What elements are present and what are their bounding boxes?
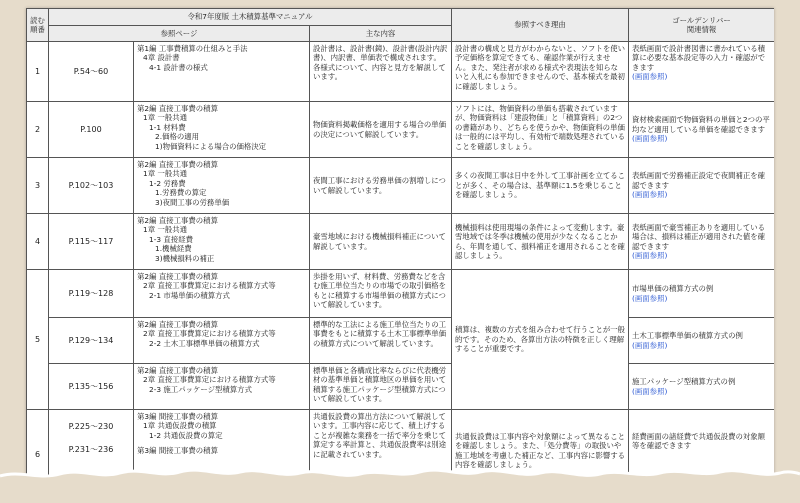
order-number: 4	[27, 214, 49, 270]
header-golden-river: ゴールデンリバー 関連情報	[629, 9, 774, 42]
table-row	[27, 158, 775, 214]
header-manual-title: 令和7年度版 土木積算基準マニュアル	[49, 9, 452, 26]
topic-cell: 第2編 直接工事費の積算 2章 直接工事費算定における積算方式等 2-3 施工パッケージ型積算方式	[134, 364, 310, 410]
screen-ref-link[interactable]: (画面参照)	[632, 386, 668, 396]
topic-cell: 第2編 直接工事費の積算 1章 一般共通 1-2 労務費 1.労務費の算定 3)夜間工事の労務単価	[134, 158, 310, 214]
header-order: 読む 順番	[27, 9, 49, 42]
content-cell: 歩掛を用いず、材料費、労務費などを含む施工単位当たりの市場での取引価格をもとに積算する市場単価の積算方式について解説しています。	[310, 270, 452, 318]
ref-page: P.100	[49, 102, 134, 158]
ref-page: P.115～117	[49, 214, 134, 270]
gr-cell: 表紙画面で豪雪補正ありを適用している場合は、損料は補正が適用された値を確認できます (画面参照)	[629, 214, 774, 270]
order-number: 2	[27, 102, 49, 158]
table-row	[27, 318, 775, 364]
torn-paper-edge	[0, 466, 800, 503]
table-row	[27, 102, 775, 158]
gr-cell: 施工パッケージ型積算方式の例 (画面参照)	[629, 364, 774, 410]
content-cell: 夜間工事における労務単価の割増しについて解説しています。	[310, 158, 452, 214]
table-row	[27, 214, 775, 270]
topic-cell: 第2編 直接工事費の積算 1章 一般共通 1-1 材料費 2.価格の適用 1)物価資料による場合の価格決定	[134, 102, 310, 158]
table-row	[27, 270, 775, 318]
gr-cell: 土木工事標準単価の積算方式の例 (画面参照)	[629, 318, 774, 364]
table-row	[27, 42, 775, 102]
topic-cell: 第2編 直接工事費の積算 1章 一般共通 1-3 直接経費 1.機械経費 3)機械損料の補正	[134, 214, 310, 270]
gr-cell: 表紙画面で設計書図書に書かれている積算に必要な基本設定等の入力・確認ができます (画面参照)	[629, 42, 774, 102]
ref-page: P.225～230 P.231～236	[49, 410, 134, 500]
gr-cell: 資材検索画面で物価資料の単価と2つの平均など適用している単価を確認できます (画面参照)	[629, 102, 774, 158]
header-reason: 参照すべき理由	[452, 9, 629, 42]
topic-cell: 第1編 工事費積算の仕組みと手法 4章 設計書 4-1 設計書の様式	[134, 42, 310, 102]
ref-page: P.54～60	[49, 42, 134, 102]
content-cell: 共通仮設費の算出方法について解説しています。工事内容に応じて、積上げすることが複雑な業務を一括で率分を乗じて算定する率計算と、共通仮設費率は別途に記載されています。	[310, 410, 452, 500]
order-number: 5	[27, 270, 49, 410]
ref-page: P.129～134	[49, 318, 134, 364]
header-ref-page: 参照ページ	[49, 26, 310, 42]
topic-cell: 第2編 直接工事費の積算 2章 直接工事費算定における積算方式等 2-2 土木工事標準単価の積算方式	[134, 318, 310, 364]
content-cell: 豪雪地域における機械損料補正について解説しています。	[310, 214, 452, 270]
ref-page: P.119～128	[49, 270, 134, 318]
reason-cell: 共通仮設費は工事内容や対象額によって異なることを確認しましょう。また、「処分費等」の取扱いや施工地域を考慮した補正など、工事内容に影響する内容を確認しましょう。	[452, 410, 629, 500]
content-cell: 物価資料掲載価格を適用する場合の単価の決定について解説しています。	[310, 102, 452, 158]
content-cell: 設計書は、設計書(鏡)、設計書(設計内訳書)、内訳書、単価表で構成されます。各様式について、内容と見方を解説しています。	[310, 42, 452, 102]
reason-cell: ソフトには、物価資料の単価も搭載されていますが、物価資料は「建設物価」と「積算資料」の2つの書籍があり、どちらを使うかや、物価資料の単価は一般的には平均し、有効桁で端数処理されていることを確認しましょう。	[452, 102, 629, 158]
reason-cell: 積算は、複数の方式を組み合わせて行うことが一般的です。そのため、各算出方法の特徴を正しく理解することが重要です。	[452, 270, 629, 410]
manual-reference-sheet	[26, 8, 774, 503]
topic-cell: 第3編 間接工事費の積算 1章 共通仮設費の積算 1-2 共通仮設費の算定 第3編 間接工事費の積算	[134, 410, 310, 500]
screen-ref-link[interactable]: (画面参照)	[632, 250, 668, 260]
content-cell: 標準的な工法による施工単位当たりの工事費をもとに積算する土木工事標準単価の積算方式について解説しています。	[310, 318, 452, 364]
reason-cell: 設計書の構成と見方がわからないと、ソフトを使い予定価格を算定できても、確認作業が行えません。また、発注者が求める様式や表現法を知らないと入札にも参加できませんので、基本様式を最初に確認しましょう。	[452, 42, 629, 102]
screen-ref-link[interactable]: (画面参照)	[632, 190, 668, 200]
reason-cell: 機械損料は使用現場の条件によって変動します。豪雪地域では冬季は機械の使用が少なくなることから、年間を通して、損料補正を適用されることを確認しましょう。	[452, 214, 629, 270]
order-number: 3	[27, 158, 49, 214]
topic-cell: 第2編 直接工事費の積算 2章 直接工事費算定における積算方式等 2-1 市場単価の積算方式	[134, 270, 310, 318]
reason-cell: 多くの夜間工事は日中を外して工事計画を立てることが多く、その場合は、基準額に1.5を乗じることを確認しましょう。	[452, 158, 629, 214]
gr-cell: 市場単価の積算方式の例 (画面参照)	[629, 270, 774, 318]
ref-page: P.135～156	[49, 364, 134, 410]
ref-page: P.102～103	[49, 158, 134, 214]
header-content: 主な内容	[310, 26, 452, 42]
order-number: 1	[27, 42, 49, 102]
order-number: 6	[27, 410, 49, 500]
screen-ref-link[interactable]: (画面参照)	[632, 340, 668, 350]
gr-cell: 経費画面の諸経費で共通仮設費の対象額等を確認できます	[629, 410, 774, 500]
screen-ref-link[interactable]: (画面参照)	[632, 72, 668, 82]
content-cell: 標準単価と各構成比率ならびに代表機労材の基準単価と積算地区の単価を用いて積算する施工パッケージ型積算方式について解説しています。	[310, 364, 452, 410]
screen-ref-link[interactable]: (画面参照)	[632, 293, 668, 303]
reference-table	[26, 8, 774, 500]
screen-ref-link[interactable]: (画面参照)	[632, 134, 668, 144]
table-row	[27, 364, 775, 410]
gr-cell: 表紙画面で労務補正設定で夜間補正を確認できます (画面参照)	[629, 158, 774, 214]
